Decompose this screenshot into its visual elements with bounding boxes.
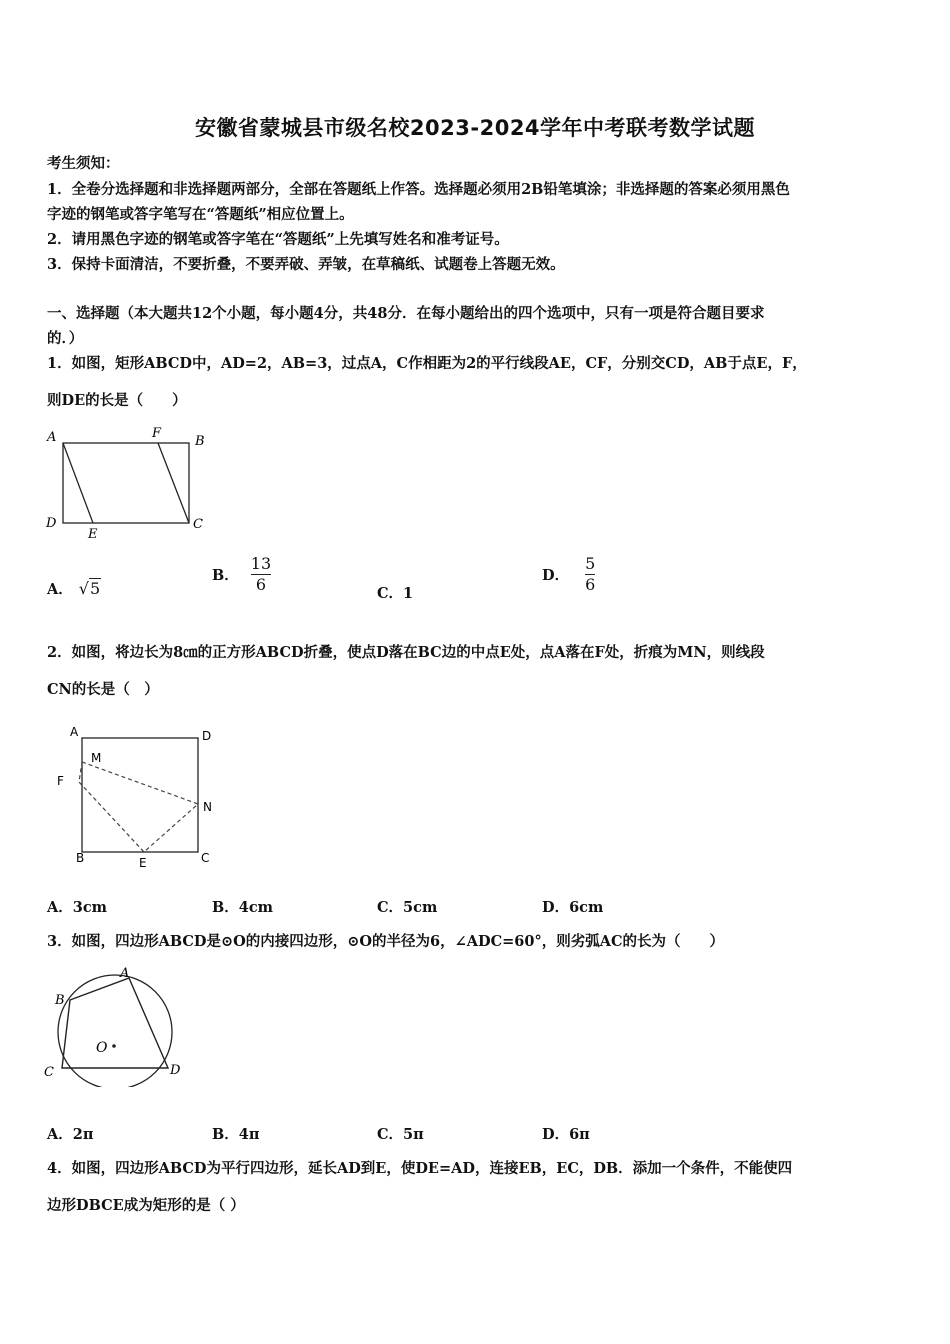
q2-figure-folded-square	[52, 722, 227, 872]
q2-stem-line-2: CN的长是（ ）	[47, 681, 159, 698]
q3-option-d[interactable]: D．6π	[542, 1126, 590, 1143]
q2-option-b[interactable]: B．4cm	[212, 899, 274, 916]
q1-label-e: E	[88, 527, 98, 542]
q1-label-f: F	[152, 426, 162, 441]
q4-stem-line-1: 4．如图，四边形ABCD为平行四边形，延长AD到E，使DE=AD，连接EB，EC，DB．添加一个条件，不能使四	[47, 1160, 793, 1177]
section-header-line-2: 的．）	[47, 330, 84, 347]
notice-heading: 考生须知：	[47, 155, 120, 172]
notice-line-1b: 字迹的钢笔或答字笔写在“答题纸”相应位置上。	[47, 206, 354, 223]
q1-option-a[interactable]	[47, 578, 101, 599]
q1-label-a: A	[47, 430, 57, 445]
q1-option-d-numerator: 5	[585, 554, 596, 573]
q2-option-a[interactable]: A．3cm	[47, 899, 108, 916]
q3-figure-inscribed-quadrilateral	[40, 962, 190, 1087]
q3-option-c[interactable]: C．5π	[377, 1126, 424, 1143]
q1-option-d-fraction	[585, 554, 595, 595]
q1-option-a-radicand: 5	[89, 579, 101, 598]
q1-option-d-denominator: 6	[585, 575, 596, 594]
q3-label-o: O	[96, 1040, 108, 1056]
q3-label-d: D	[170, 1063, 181, 1078]
q2-label-n: N	[203, 800, 212, 814]
q2-label-c: C	[201, 851, 210, 865]
q2-label-f: F	[57, 774, 64, 788]
q2-option-d[interactable]: D．6cm	[542, 899, 604, 916]
q1-segment-ae	[63, 443, 93, 523]
q3-center-point	[112, 1044, 116, 1048]
q1-rect-abcd	[63, 443, 189, 523]
q3-quadrilateral-abcd	[62, 978, 168, 1068]
q2-label-d: D	[202, 729, 212, 743]
q4-stem-line-2: 边形DBCE成为矩形的是（ ）	[47, 1197, 245, 1214]
q2-option-c[interactable]: C．5cm	[377, 899, 438, 916]
q2-fold-lines	[79, 762, 198, 852]
q1-option-b[interactable]	[212, 554, 271, 595]
q3-stem-line-1: 3．如图，四边形ABCD是⊙O的内接四边形，⊙O的半径为6，∠ADC=60°，则劣弧AC的长为（ ）	[47, 933, 725, 950]
q3-label-b: B	[55, 993, 65, 1008]
q1-figure-rectangle	[44, 424, 209, 542]
q1-option-b-denominator: 6	[255, 575, 267, 594]
q1-label-c: C	[193, 517, 203, 532]
page-title: 安徽省蒙城县市级名校2023-2024学年中考联考数学试题	[194, 116, 756, 140]
q1-stem-line-2: 则DE的长是（ ）	[47, 392, 187, 409]
q1-option-d-label: D．	[542, 567, 570, 584]
q1-option-b-label: B．	[212, 567, 239, 584]
notice-line-2: 2．请用黑色字迹的钢笔或答字笔在“答题纸”上先填写姓名和准考证号。	[47, 231, 509, 248]
q1-option-d[interactable]	[542, 554, 595, 595]
q1-option-a-label: A．	[47, 581, 73, 598]
sqrt-symbol: √5	[78, 579, 101, 598]
notice-line-3: 3．保持卡面清洁，不要折叠，不要弄破、弄皱，在草稿纸、试题卷上答题无效。	[47, 256, 565, 273]
q1-segment-cf	[158, 443, 189, 523]
section-header-line-1: 一、选择题（本大题共12个小题，每小题4分，共48分．在每小题给出的四个选项中，只有一项是符合题目要求	[47, 305, 765, 322]
q2-label-m: M	[91, 751, 102, 765]
q3-option-a[interactable]: A．2π	[47, 1126, 94, 1143]
q1-label-b: B	[195, 434, 205, 449]
q1-option-b-fraction	[251, 554, 271, 595]
q1-option-c[interactable]: C．1	[377, 585, 414, 602]
q3-label-c: C	[44, 1065, 54, 1080]
q2-stem-line-1: 2．如图，将边长为8㎝的正方形ABCD折叠，使点D落在BC边的中点E处，点A落在F处，折痕为MN，则线段	[47, 644, 765, 661]
q1-option-b-numerator: 13	[250, 554, 272, 573]
q3-circle-o	[58, 975, 172, 1087]
q1-label-d: D	[46, 516, 57, 531]
q3-label-a: A	[120, 966, 130, 981]
q3-option-b[interactable]: B．4π	[212, 1126, 260, 1143]
notice-line-1a: 1．全卷分选择题和非选择题两部分，全部在答题纸上作答。选择题必须用2B铅笔填涂；非选择题的答案必须用黑色	[47, 181, 790, 198]
q2-label-b: B	[76, 851, 85, 865]
q2-label-e: E	[139, 856, 147, 870]
q1-stem-line-1: 1．如图，矩形ABCD中，AD=2，AB=3，过点A，C作相距为2的平行线段AE，CF，分别交CD，AB于点E，F，	[47, 355, 807, 372]
q2-label-a: A	[70, 725, 79, 739]
